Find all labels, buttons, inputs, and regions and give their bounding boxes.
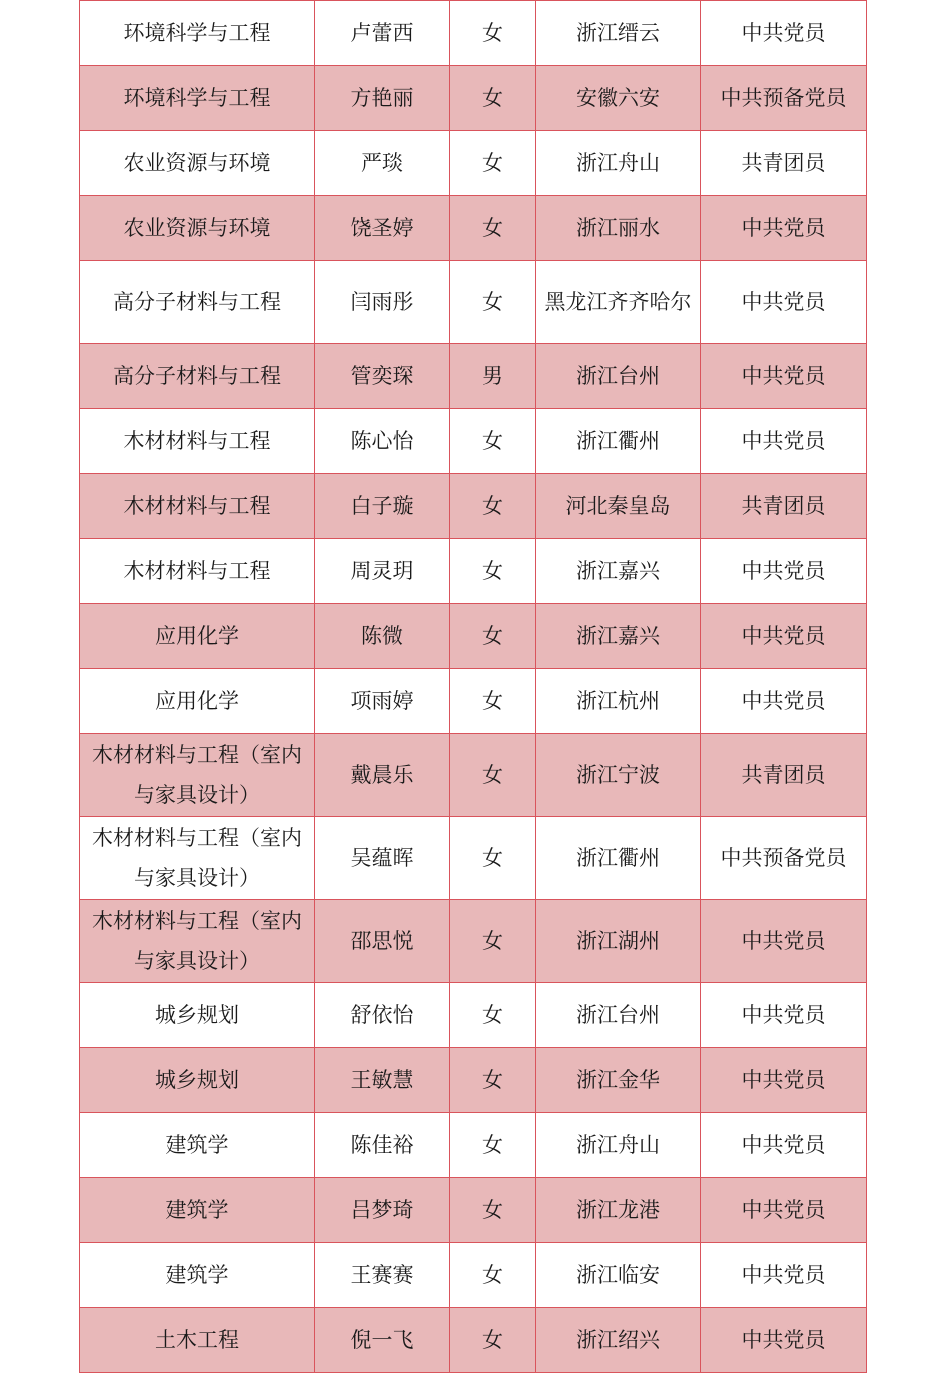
political-status-cell: 共青团员 bbox=[701, 131, 867, 196]
gender-cell: 女 bbox=[450, 261, 536, 344]
gender-cell: 女 bbox=[450, 1178, 536, 1243]
political-status-cell: 中共党员 bbox=[701, 669, 867, 734]
name-cell: 舒依怡 bbox=[315, 983, 450, 1048]
origin-cell: 浙江临安 bbox=[536, 1243, 701, 1308]
gender-cell: 女 bbox=[450, 734, 536, 817]
gender-cell: 女 bbox=[450, 539, 536, 604]
origin-cell: 浙江龙港 bbox=[536, 1178, 701, 1243]
name-cell: 吴蕴晖 bbox=[315, 817, 450, 900]
table-row bbox=[80, 474, 867, 539]
origin-cell: 浙江衢州 bbox=[536, 817, 701, 900]
major-cell: 木材材料与工程 bbox=[80, 539, 315, 604]
name-cell: 邵思悦 bbox=[315, 900, 450, 983]
table-row bbox=[80, 131, 867, 196]
table-row bbox=[80, 817, 867, 900]
name-cell: 严琰 bbox=[315, 131, 450, 196]
table-body bbox=[80, 1, 867, 1373]
gender-cell: 女 bbox=[450, 1243, 536, 1308]
name-cell: 管奕琛 bbox=[315, 344, 450, 409]
political-status-cell: 中共党员 bbox=[701, 196, 867, 261]
table-row bbox=[80, 1113, 867, 1178]
student-table bbox=[79, 0, 867, 1373]
political-status-cell: 中共党员 bbox=[701, 1, 867, 66]
table-row bbox=[80, 1178, 867, 1243]
major-cell: 高分子材料与工程 bbox=[80, 344, 315, 409]
origin-cell: 浙江嘉兴 bbox=[536, 604, 701, 669]
name-cell: 陈微 bbox=[315, 604, 450, 669]
political-status-cell: 中共党员 bbox=[701, 1243, 867, 1308]
origin-cell: 安徽六安 bbox=[536, 66, 701, 131]
table-row bbox=[80, 409, 867, 474]
major-cell: 木材材料与工程（室内与家具设计） bbox=[80, 817, 315, 900]
table-row bbox=[80, 66, 867, 131]
political-status-cell: 中共党员 bbox=[701, 900, 867, 983]
gender-cell: 女 bbox=[450, 1308, 536, 1373]
name-cell: 王敏慧 bbox=[315, 1048, 450, 1113]
origin-cell: 浙江杭州 bbox=[536, 669, 701, 734]
political-status-cell: 中共党员 bbox=[701, 409, 867, 474]
table-row bbox=[80, 604, 867, 669]
major-cell: 城乡规划 bbox=[80, 1048, 315, 1113]
name-cell: 陈佳裕 bbox=[315, 1113, 450, 1178]
gender-cell: 女 bbox=[450, 66, 536, 131]
origin-cell: 浙江绍兴 bbox=[536, 1308, 701, 1373]
table-row bbox=[80, 669, 867, 734]
gender-cell: 女 bbox=[450, 131, 536, 196]
name-cell: 王赛赛 bbox=[315, 1243, 450, 1308]
major-cell: 木材材料与工程（室内与家具设计） bbox=[80, 734, 315, 817]
political-status-cell: 中共党员 bbox=[701, 1048, 867, 1113]
origin-cell: 黑龙江齐齐哈尔 bbox=[536, 261, 701, 344]
name-cell: 白子璇 bbox=[315, 474, 450, 539]
origin-cell: 浙江金华 bbox=[536, 1048, 701, 1113]
major-cell: 应用化学 bbox=[80, 604, 315, 669]
table-row bbox=[80, 1243, 867, 1308]
table-row bbox=[80, 1048, 867, 1113]
origin-cell: 浙江湖州 bbox=[536, 900, 701, 983]
major-cell: 高分子材料与工程 bbox=[80, 261, 315, 344]
gender-cell: 女 bbox=[450, 817, 536, 900]
major-cell: 环境科学与工程 bbox=[80, 1, 315, 66]
origin-cell: 浙江丽水 bbox=[536, 196, 701, 261]
political-status-cell: 中共党员 bbox=[701, 1178, 867, 1243]
name-cell: 闫雨彤 bbox=[315, 261, 450, 344]
political-status-cell: 中共党员 bbox=[701, 1308, 867, 1373]
student-table-container bbox=[79, 0, 866, 1373]
gender-cell: 女 bbox=[450, 409, 536, 474]
origin-cell: 浙江缙云 bbox=[536, 1, 701, 66]
origin-cell: 河北秦皇岛 bbox=[536, 474, 701, 539]
political-status-cell: 中共党员 bbox=[701, 261, 867, 344]
political-status-cell: 中共预备党员 bbox=[701, 66, 867, 131]
major-cell: 土木工程 bbox=[80, 1308, 315, 1373]
major-cell: 城乡规划 bbox=[80, 983, 315, 1048]
political-status-cell: 中共党员 bbox=[701, 344, 867, 409]
name-cell: 饶圣婷 bbox=[315, 196, 450, 261]
gender-cell: 女 bbox=[450, 1048, 536, 1113]
major-cell: 木材材料与工程 bbox=[80, 474, 315, 539]
origin-cell: 浙江台州 bbox=[536, 344, 701, 409]
table-row bbox=[80, 539, 867, 604]
major-cell: 木材材料与工程 bbox=[80, 409, 315, 474]
gender-cell: 男 bbox=[450, 344, 536, 409]
political-status-cell: 中共预备党员 bbox=[701, 817, 867, 900]
table-row bbox=[80, 261, 867, 344]
name-cell: 卢蕾西 bbox=[315, 1, 450, 66]
origin-cell: 浙江台州 bbox=[536, 983, 701, 1048]
gender-cell: 女 bbox=[450, 196, 536, 261]
major-cell: 农业资源与环境 bbox=[80, 131, 315, 196]
gender-cell: 女 bbox=[450, 1113, 536, 1178]
name-cell: 吕梦琦 bbox=[315, 1178, 450, 1243]
major-cell: 环境科学与工程 bbox=[80, 66, 315, 131]
political-status-cell: 中共党员 bbox=[701, 983, 867, 1048]
gender-cell: 女 bbox=[450, 900, 536, 983]
table-row bbox=[80, 1308, 867, 1373]
origin-cell: 浙江宁波 bbox=[536, 734, 701, 817]
origin-cell: 浙江衢州 bbox=[536, 409, 701, 474]
name-cell: 陈心怡 bbox=[315, 409, 450, 474]
gender-cell: 女 bbox=[450, 669, 536, 734]
table-row bbox=[80, 734, 867, 817]
table-row bbox=[80, 1, 867, 66]
major-cell: 建筑学 bbox=[80, 1113, 315, 1178]
gender-cell: 女 bbox=[450, 604, 536, 669]
major-cell: 建筑学 bbox=[80, 1243, 315, 1308]
gender-cell: 女 bbox=[450, 983, 536, 1048]
table-row bbox=[80, 344, 867, 409]
political-status-cell: 共青团员 bbox=[701, 734, 867, 817]
political-status-cell: 中共党员 bbox=[701, 604, 867, 669]
table-row bbox=[80, 983, 867, 1048]
origin-cell: 浙江舟山 bbox=[536, 1113, 701, 1178]
major-cell: 建筑学 bbox=[80, 1178, 315, 1243]
origin-cell: 浙江舟山 bbox=[536, 131, 701, 196]
gender-cell: 女 bbox=[450, 474, 536, 539]
political-status-cell: 中共党员 bbox=[701, 539, 867, 604]
major-cell: 农业资源与环境 bbox=[80, 196, 315, 261]
name-cell: 戴晨乐 bbox=[315, 734, 450, 817]
political-status-cell: 共青团员 bbox=[701, 474, 867, 539]
political-status-cell: 中共党员 bbox=[701, 1113, 867, 1178]
origin-cell: 浙江嘉兴 bbox=[536, 539, 701, 604]
name-cell: 方艳丽 bbox=[315, 66, 450, 131]
gender-cell: 女 bbox=[450, 1, 536, 66]
table-row bbox=[80, 900, 867, 983]
table-row bbox=[80, 196, 867, 261]
major-cell: 木材材料与工程（室内与家具设计） bbox=[80, 900, 315, 983]
name-cell: 倪一飞 bbox=[315, 1308, 450, 1373]
major-cell: 应用化学 bbox=[80, 669, 315, 734]
name-cell: 周灵玥 bbox=[315, 539, 450, 604]
name-cell: 项雨婷 bbox=[315, 669, 450, 734]
